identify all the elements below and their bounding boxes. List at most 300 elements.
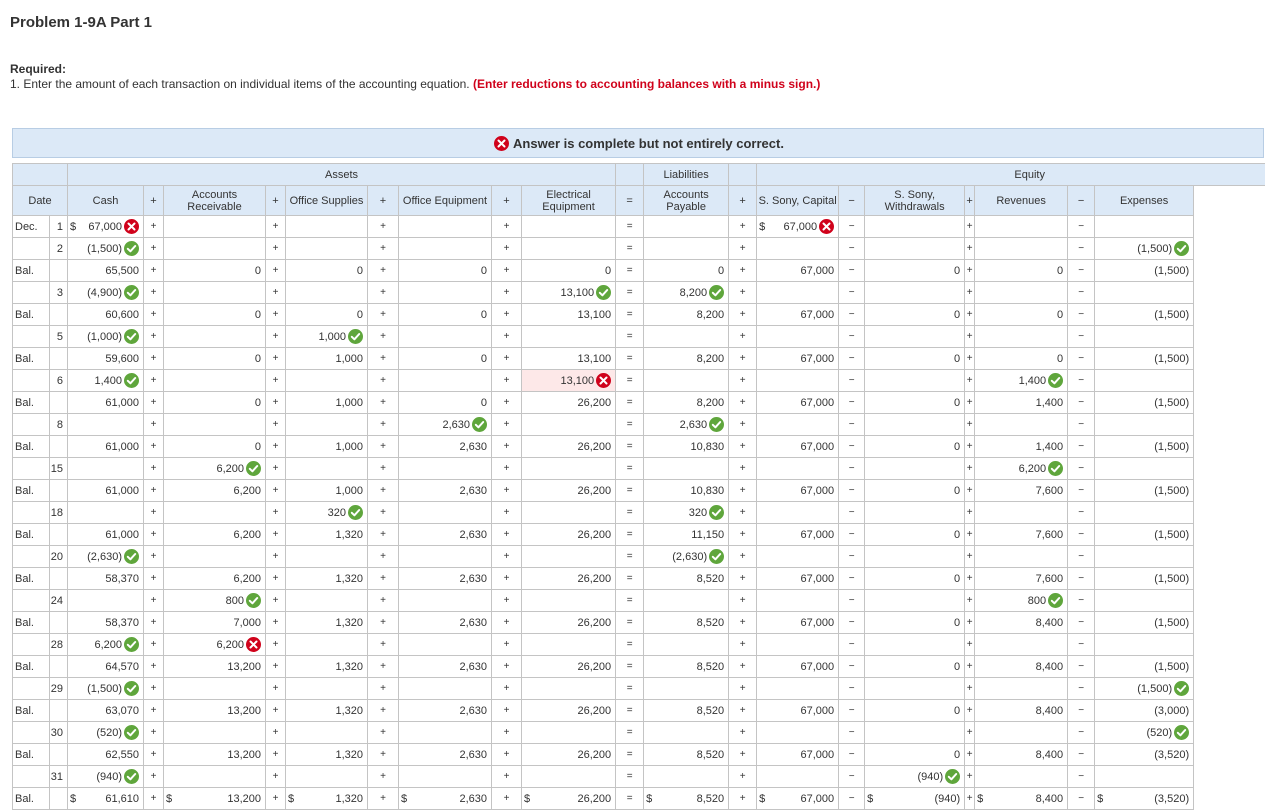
electrical-equipment-value: 13,100 xyxy=(577,309,611,321)
plus-sign: + xyxy=(266,678,286,700)
accounts-receivable-value: 800 xyxy=(226,595,244,607)
table-row xyxy=(13,502,1265,524)
plus-sign: + xyxy=(368,524,399,546)
withdrawals-cell xyxy=(865,744,965,766)
capital-cell[interactable] xyxy=(757,216,839,238)
capital-value: 67,000 xyxy=(800,485,834,497)
incorrect-x-icon xyxy=(596,373,611,388)
row-label xyxy=(13,238,50,260)
plus-sign: + xyxy=(144,392,164,414)
office-supplies-cell[interactable] xyxy=(286,282,368,304)
minus-sign: − xyxy=(839,238,865,260)
electrical-equipment-cell[interactable] xyxy=(522,238,616,260)
capital-cell[interactable] xyxy=(757,678,839,700)
correct-check-icon xyxy=(1048,593,1063,608)
table-row xyxy=(13,282,1265,304)
office-supplies-cell xyxy=(286,568,368,590)
expenses-cell[interactable] xyxy=(1095,370,1194,392)
cash-cell xyxy=(68,304,144,326)
equals-sign: = xyxy=(616,678,644,700)
capital-cell[interactable] xyxy=(757,502,839,524)
expenses-cell[interactable] xyxy=(1095,414,1194,436)
accounts-payable-value: 8,200 xyxy=(697,397,725,409)
dollar-sign: $ xyxy=(399,793,407,805)
accounts-receivable-cell xyxy=(164,524,266,546)
plus-sign: + xyxy=(965,304,975,326)
correct-check-icon xyxy=(709,505,724,520)
plus-sign: + xyxy=(266,370,286,392)
plus-sign: + xyxy=(965,370,975,392)
expenses-cell[interactable] xyxy=(1095,546,1194,568)
revenues-cell[interactable] xyxy=(975,282,1068,304)
expenses-cell[interactable] xyxy=(1095,238,1194,260)
expenses-cell[interactable] xyxy=(1095,216,1194,238)
plus-sign: + xyxy=(144,502,164,524)
electrical-equipment-cell xyxy=(522,480,616,502)
withdrawals-cell xyxy=(865,392,965,414)
accounts-receivable-cell[interactable] xyxy=(164,678,266,700)
expenses-cell xyxy=(1095,700,1194,722)
table-row xyxy=(13,678,1265,700)
withdrawals-cell[interactable] xyxy=(865,326,965,348)
plus-sign: + xyxy=(266,326,286,348)
expenses-cell xyxy=(1095,392,1194,414)
row-label: Bal. xyxy=(13,788,50,810)
accounts-receivable-cell[interactable] xyxy=(164,216,266,238)
capital-cell[interactable] xyxy=(757,282,839,304)
office-supplies-cell[interactable] xyxy=(286,678,368,700)
equals-sign: = xyxy=(616,260,644,282)
plus-sign: + xyxy=(144,304,164,326)
revenues-cell xyxy=(975,568,1068,590)
revenues-cell[interactable] xyxy=(975,766,1068,788)
withdrawals-cell[interactable] xyxy=(865,634,965,656)
correct-check-icon xyxy=(124,329,139,344)
accounts-payable-cell[interactable] xyxy=(644,590,729,612)
incorrect-x-icon xyxy=(124,219,139,234)
cash-cell[interactable] xyxy=(68,282,144,304)
office-supplies-cell[interactable] xyxy=(286,238,368,260)
revenues-cell[interactable] xyxy=(975,370,1068,392)
office-equipment-value: 2,630 xyxy=(459,661,487,673)
cash-cell[interactable] xyxy=(68,216,144,238)
table-row xyxy=(13,326,1265,348)
withdrawals-value: 0 xyxy=(954,397,960,409)
withdrawals-cell[interactable] xyxy=(865,678,965,700)
capital-cell[interactable] xyxy=(757,458,839,480)
withdrawals-cell[interactable] xyxy=(865,370,965,392)
withdrawals-cell[interactable] xyxy=(865,546,965,568)
office-supplies-cell[interactable] xyxy=(286,722,368,744)
dollar-sign: $ xyxy=(1095,793,1103,805)
cash-cell[interactable] xyxy=(68,722,144,744)
capital-cell[interactable] xyxy=(757,766,839,788)
correct-check-icon xyxy=(124,241,139,256)
electrical-equipment-cell[interactable] xyxy=(522,326,616,348)
equals-sign: = xyxy=(616,788,644,810)
capital-value: 67,000 xyxy=(800,265,834,277)
cash-value: (1,500) xyxy=(87,243,122,255)
electrical-equipment-cell[interactable] xyxy=(522,590,616,612)
accounts-payable-value: 0 xyxy=(718,265,724,277)
electrical-equipment-cell[interactable] xyxy=(522,722,616,744)
row-day: 6 xyxy=(50,370,68,392)
plus-sign: + xyxy=(266,216,286,238)
cash-cell[interactable] xyxy=(68,370,144,392)
withdrawals-cell[interactable] xyxy=(865,766,965,788)
office-equipment-cell[interactable] xyxy=(399,722,492,744)
plus-sign: + xyxy=(729,238,757,260)
minus-sign: − xyxy=(839,304,865,326)
accounts-receivable-cell[interactable] xyxy=(164,634,266,656)
withdrawals-value: 0 xyxy=(954,353,960,365)
row-day: 29 xyxy=(50,678,68,700)
office-supplies-value: 1,320 xyxy=(335,705,363,717)
cash-cell[interactable] xyxy=(68,590,144,612)
expenses-cell[interactable] xyxy=(1095,590,1194,612)
plus-sign: + xyxy=(492,392,522,414)
capital-cell[interactable] xyxy=(757,414,839,436)
accounts-payable-cell[interactable] xyxy=(644,458,729,480)
plus-sign: + xyxy=(144,216,164,238)
cash-cell[interactable] xyxy=(68,458,144,480)
accounts-receivable-cell[interactable] xyxy=(164,414,266,436)
revenues-value: 0 xyxy=(1057,265,1063,277)
accounts-receivable-cell[interactable] xyxy=(164,370,266,392)
accounts-receivable-cell[interactable] xyxy=(164,502,266,524)
cash-cell[interactable] xyxy=(68,766,144,788)
accounts-receivable-value: 0 xyxy=(255,309,261,321)
office-supplies-cell[interactable] xyxy=(286,414,368,436)
office-equipment-cell[interactable] xyxy=(399,502,492,524)
accounts-payable-cell[interactable] xyxy=(644,678,729,700)
withdrawals-cell xyxy=(865,524,965,546)
minus-sign: − xyxy=(839,216,865,238)
cash-cell xyxy=(68,744,144,766)
accounts-payable-value: 8,520 xyxy=(697,573,725,585)
capital-cell[interactable] xyxy=(757,370,839,392)
cash-cell[interactable] xyxy=(68,546,144,568)
capital-cell[interactable] xyxy=(757,634,839,656)
accounts-payable-cell[interactable] xyxy=(644,722,729,744)
electrical-equipment-cell[interactable] xyxy=(522,766,616,788)
plus-sign: + xyxy=(266,744,286,766)
electrical-equipment-cell[interactable] xyxy=(522,458,616,480)
assets-header: Assets xyxy=(68,164,616,186)
revenues-cell[interactable] xyxy=(975,326,1068,348)
plus-sign: + xyxy=(368,414,399,436)
withdrawals-cell[interactable] xyxy=(865,414,965,436)
office-equipment-cell xyxy=(399,568,492,590)
expenses-value: (1,500) xyxy=(1154,353,1189,365)
correct-check-icon xyxy=(124,549,139,564)
plus-sign: + xyxy=(368,216,399,238)
cash-cell[interactable] xyxy=(68,238,144,260)
capital-value: 67,000 xyxy=(800,793,834,805)
row-label xyxy=(13,634,50,656)
cash-value: (520) xyxy=(96,727,122,739)
minus-sign: − xyxy=(1068,238,1095,260)
accounts-payable-cell xyxy=(644,260,729,282)
office-equipment-cell[interactable] xyxy=(399,370,492,392)
table-row xyxy=(13,656,1265,678)
electrical-equipment-cell[interactable] xyxy=(522,678,616,700)
revenues-value: 1,400 xyxy=(1036,441,1064,453)
expenses-cell[interactable] xyxy=(1095,678,1194,700)
row-label: Bal. xyxy=(13,524,50,546)
withdrawals-cell xyxy=(865,656,965,678)
electrical-equipment-cell[interactable] xyxy=(522,282,616,304)
revenues-cell[interactable] xyxy=(975,458,1068,480)
accounts-payable-cell[interactable] xyxy=(644,282,729,304)
expenses-cell[interactable] xyxy=(1095,502,1194,524)
accounts-receivable-cell[interactable] xyxy=(164,458,266,480)
electrical-equipment-cell[interactable] xyxy=(522,502,616,524)
cash-value: 58,370 xyxy=(105,617,139,629)
correct-check-icon xyxy=(1174,681,1189,696)
accounts-receivable-cell xyxy=(164,392,266,414)
equals-sign: = xyxy=(616,524,644,546)
office-equipment-cell[interactable] xyxy=(399,458,492,480)
capital-value: 67,000 xyxy=(800,309,834,321)
office-equipment-cell[interactable] xyxy=(399,238,492,260)
office-equipment-value: 0 xyxy=(481,353,487,365)
office-equipment-cell[interactable] xyxy=(399,414,492,436)
minus-sign: − xyxy=(839,436,865,458)
capital-cell[interactable] xyxy=(757,590,839,612)
office-equipment-cell[interactable] xyxy=(399,634,492,656)
accounts-receivable-cell[interactable] xyxy=(164,282,266,304)
office-equipment-cell xyxy=(399,700,492,722)
accounts-payable-cell[interactable] xyxy=(644,502,729,524)
minus-sign: − xyxy=(839,546,865,568)
capital-cell xyxy=(757,524,839,546)
cash-cell[interactable] xyxy=(68,678,144,700)
minus-sign: − xyxy=(1068,678,1095,700)
accounts-receivable-value: 13,200 xyxy=(227,793,261,805)
capital-value: 67,000 xyxy=(800,661,834,673)
plus-sign: + xyxy=(368,502,399,524)
ledger-body xyxy=(13,216,1265,810)
equals-sign: = xyxy=(616,370,644,392)
plus-sign: + xyxy=(368,186,399,216)
office-supplies-cell[interactable] xyxy=(286,326,368,348)
revenues-cell[interactable] xyxy=(975,238,1068,260)
accounts-receivable-cell[interactable] xyxy=(164,766,266,788)
accounts-receivable-value: 13,200 xyxy=(227,661,261,673)
office-equipment-cell[interactable] xyxy=(399,326,492,348)
plus-sign: + xyxy=(368,304,399,326)
accounts-payable-cell[interactable] xyxy=(644,546,729,568)
plus-sign: + xyxy=(492,304,522,326)
capital-cell xyxy=(757,568,839,590)
plus-sign: + xyxy=(368,260,399,282)
expenses-cell xyxy=(1095,656,1194,678)
cash-cell[interactable] xyxy=(68,414,144,436)
row-day: 3 xyxy=(50,282,68,304)
row-day: 30 xyxy=(50,722,68,744)
electrical-equipment-cell[interactable] xyxy=(522,634,616,656)
plus-sign: + xyxy=(492,788,522,810)
accounts-payable-cell[interactable] xyxy=(644,766,729,788)
revenues-cell[interactable] xyxy=(975,722,1068,744)
office-equipment-value: 2,630 xyxy=(459,573,487,585)
plus-sign: + xyxy=(368,568,399,590)
accounts-payable-cell[interactable] xyxy=(644,216,729,238)
plus-sign: + xyxy=(729,568,757,590)
table-row xyxy=(13,216,1265,238)
plus-sign: + xyxy=(965,612,975,634)
office-equipment-cell[interactable] xyxy=(399,282,492,304)
row-label xyxy=(13,458,50,480)
row-day: 20 xyxy=(50,546,68,568)
accounts-payable-cell xyxy=(644,612,729,634)
accounts-receivable-value: 13,200 xyxy=(227,705,261,717)
revenues-cell[interactable] xyxy=(975,678,1068,700)
accounts-payable-cell xyxy=(644,744,729,766)
office-equipment-cell xyxy=(399,436,492,458)
office-supplies-cell[interactable] xyxy=(286,546,368,568)
office-supplies-cell[interactable] xyxy=(286,216,368,238)
expenses-cell[interactable] xyxy=(1095,722,1194,744)
revenues-cell[interactable] xyxy=(975,502,1068,524)
expenses-cell[interactable] xyxy=(1095,634,1194,656)
plus-sign: + xyxy=(368,634,399,656)
cash-cell xyxy=(68,480,144,502)
office-equipment-value: 2,630 xyxy=(459,749,487,761)
office-supplies-cell[interactable] xyxy=(286,502,368,524)
office-supplies-cell xyxy=(286,304,368,326)
cash-value: 62,550 xyxy=(105,749,139,761)
expenses-cell[interactable] xyxy=(1095,282,1194,304)
plus-sign: + xyxy=(729,326,757,348)
cash-cell[interactable] xyxy=(68,634,144,656)
office-supplies-cell[interactable] xyxy=(286,458,368,480)
capital-cell[interactable] xyxy=(757,722,839,744)
correct-check-icon xyxy=(945,769,960,784)
accounts-payable-cell xyxy=(644,700,729,722)
office-equipment-cell[interactable] xyxy=(399,678,492,700)
office-equipment-cell[interactable] xyxy=(399,590,492,612)
revenues-value: 8,400 xyxy=(1036,793,1064,805)
revenues-value: 7,600 xyxy=(1036,485,1064,497)
plus-sign: + xyxy=(965,568,975,590)
office-supplies-cell[interactable] xyxy=(286,766,368,788)
capital-cell[interactable] xyxy=(757,238,839,260)
withdrawals-cell[interactable] xyxy=(865,590,965,612)
plus-sign: + xyxy=(144,238,164,260)
office-supplies-cell[interactable] xyxy=(286,634,368,656)
electrical-equipment-cell[interactable] xyxy=(522,546,616,568)
office-supplies-cell[interactable] xyxy=(286,370,368,392)
accounts-payable-cell[interactable] xyxy=(644,326,729,348)
electrical-equipment-cell[interactable] xyxy=(522,370,616,392)
electrical-equipment-cell[interactable] xyxy=(522,414,616,436)
revenues-cell xyxy=(975,260,1068,282)
plus-sign: + xyxy=(729,216,757,238)
electrical-equipment-value: 26,200 xyxy=(577,617,611,629)
cash-cell xyxy=(68,568,144,590)
withdrawals-cell[interactable] xyxy=(865,282,965,304)
table-row xyxy=(13,348,1265,370)
accounts-payable-cell[interactable] xyxy=(644,238,729,260)
expenses-cell[interactable] xyxy=(1095,458,1194,480)
office-supplies-value: 1,320 xyxy=(335,573,363,585)
office-equipment-cell[interactable] xyxy=(399,216,492,238)
accounts-payable-value: 8,520 xyxy=(697,661,725,673)
revenues-value: 8,400 xyxy=(1036,705,1064,717)
accounts-payable-value: (2,630) xyxy=(672,551,707,563)
capital-cell xyxy=(757,612,839,634)
minus-sign: − xyxy=(839,722,865,744)
accounts-receivable-cell[interactable] xyxy=(164,590,266,612)
withdrawals-cell[interactable] xyxy=(865,458,965,480)
withdrawals-value: 0 xyxy=(954,265,960,277)
revenues-cell[interactable] xyxy=(975,634,1068,656)
plus-sign: + xyxy=(729,656,757,678)
equals-sign: = xyxy=(616,546,644,568)
revenues-cell[interactable] xyxy=(975,546,1068,568)
cash-cell[interactable] xyxy=(68,326,144,348)
accounts-payable-cell[interactable] xyxy=(644,634,729,656)
correct-check-icon xyxy=(246,461,261,476)
electrical-equipment-cell[interactable] xyxy=(522,216,616,238)
capital-cell[interactable] xyxy=(757,326,839,348)
accounts-payable-cell[interactable] xyxy=(644,370,729,392)
cash-cell[interactable] xyxy=(68,502,144,524)
accounts-receivable-cell[interactable] xyxy=(164,326,266,348)
office-supplies-value: 1,320 xyxy=(335,617,363,629)
revenues-cell[interactable] xyxy=(975,216,1068,238)
accounts-payable-value: 2,630 xyxy=(680,419,708,431)
expenses-cell[interactable] xyxy=(1095,326,1194,348)
office-equipment-cell[interactable] xyxy=(399,546,492,568)
accounts-receivable-cell[interactable] xyxy=(164,238,266,260)
accounts-receivable-cell[interactable] xyxy=(164,546,266,568)
revenues-cell[interactable] xyxy=(975,414,1068,436)
office-equipment-cell[interactable] xyxy=(399,766,492,788)
withdrawals-cell xyxy=(865,348,965,370)
cash-value: 61,000 xyxy=(105,529,139,541)
office-equipment-cell xyxy=(399,348,492,370)
revenues-cell xyxy=(975,524,1068,546)
expenses-cell[interactable] xyxy=(1095,766,1194,788)
row-day xyxy=(50,260,68,282)
revenues-value: 7,600 xyxy=(1036,529,1064,541)
withdrawals-cell[interactable] xyxy=(865,238,965,260)
plus-sign: + xyxy=(144,282,164,304)
table-row xyxy=(13,634,1265,656)
correct-check-icon xyxy=(246,593,261,608)
capital-cell xyxy=(757,656,839,678)
accounts-payable-cell[interactable] xyxy=(644,414,729,436)
office-supplies-value: 1,000 xyxy=(335,397,363,409)
minus-sign: − xyxy=(1068,326,1095,348)
correct-check-icon xyxy=(1048,373,1063,388)
revenues-cell[interactable] xyxy=(975,590,1068,612)
plus-sign: + xyxy=(266,480,286,502)
withdrawals-cell[interactable] xyxy=(865,502,965,524)
revenues-cell xyxy=(975,480,1068,502)
plus-sign: + xyxy=(965,238,975,260)
date-header: Date xyxy=(13,186,68,216)
withdrawals-cell[interactable] xyxy=(865,216,965,238)
withdrawals-cell[interactable] xyxy=(865,722,965,744)
office-supplies-cell[interactable] xyxy=(286,590,368,612)
withdrawals-value: 0 xyxy=(954,485,960,497)
capital-cell[interactable] xyxy=(757,546,839,568)
accounts-receivable-cell[interactable] xyxy=(164,722,266,744)
